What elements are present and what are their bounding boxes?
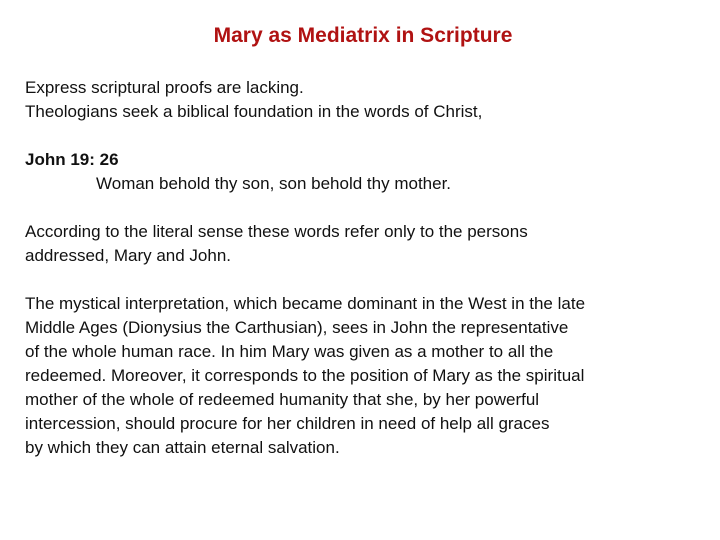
slide-body <box>25 76 705 460</box>
mystical-line: The mystical interpretation, which became dominant in the West in the late <box>25 294 586 313</box>
mystical-line: of the whole human race. In him Mary was given as a mother to all the <box>25 342 554 361</box>
intro-line: Theologians seek a biblical foundation in the words of Christ, <box>25 102 483 121</box>
page-title: Mary as Mediatrix in Scripture <box>213 24 513 47</box>
mystical-line: mother of the whole of redeemed humanity that she, by her powerful <box>25 390 540 409</box>
paragraph-gap <box>25 124 705 148</box>
literal-line: addressed, Mary and John. <box>25 246 232 265</box>
mystical-line: Middle Ages (Dionysius the Carthusian), sees in John the representative <box>25 318 569 337</box>
literal-line: According to the literal sense these words refer only to the persons <box>25 222 528 241</box>
paragraph-gap <box>25 196 705 220</box>
scripture-block <box>25 148 705 196</box>
mystical-paragraph <box>25 292 705 460</box>
mystical-line: by which they can attain eternal salvation. <box>25 438 340 457</box>
intro-line: Express scriptural proofs are lacking. <box>25 78 304 97</box>
scripture-quote: Woman behold thy son, son behold thy mother. <box>96 174 452 193</box>
intro-paragraph <box>25 76 705 124</box>
paragraph-gap <box>25 268 705 292</box>
literal-paragraph <box>25 220 705 268</box>
scripture-reference: John 19: 26 <box>25 150 119 169</box>
mystical-line: intercession, should procure for her children in need of help all graces <box>25 414 550 433</box>
mystical-line: redeemed. Moreover, it corresponds to the position of Mary as the spiritual <box>25 366 585 385</box>
